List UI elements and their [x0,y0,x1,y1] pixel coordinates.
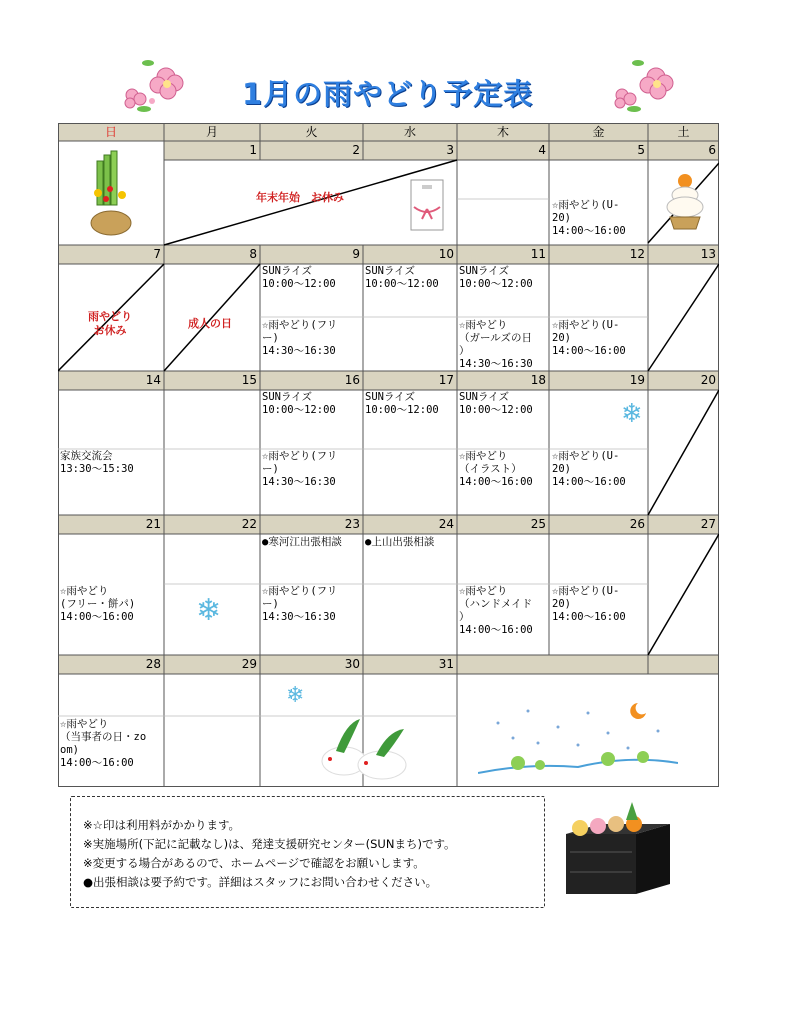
date-number: 6 [708,143,716,157]
weekday-sun: 日 [104,125,117,139]
date-number: 11 [530,247,546,261]
event-d23-amayadori: ☆雨やどり(フリ ー) 14:30～16:30 [262,585,338,623]
date-number: 23 [344,517,360,531]
event-d11-sunrise: SUNライズ 10:00～12:00 [459,265,533,290]
event-d25: ☆雨やどり （ハンドメイド ） 14:00～16:00 [459,585,533,636]
event-d9-sunrise: SUNライズ 10:00～12:00 [262,265,336,290]
snowflake-icon: ❄ [196,593,222,628]
date-number: 27 [700,517,716,531]
event-d9-amayadori: ☆雨やどり(フリ ー) 14:30～16:30 [262,319,338,357]
note-consultation: ●出張相談は要予約です。詳細はスタッフにお問い合わせください。 [83,875,438,889]
event-d12: ☆雨やどり(U- 20) 14:00～16:00 [552,319,626,357]
date-number: 29 [241,657,257,671]
weekday-thu: 木 [496,125,509,139]
date-number: 5 [637,143,645,157]
date-number: 25 [530,517,546,531]
event-d23-consult: ●寒河江出張相談 [262,536,342,548]
envelope-illustration [410,179,444,231]
event-d16-amayadori: ☆雨やどり(フリ ー) 14:30～16:30 [262,450,338,488]
snowy-night-illustration [478,693,678,778]
date-number: 20 [700,373,716,387]
calendar-grid [58,123,719,787]
event-d17-sunrise: SUNライズ 10:00～12:00 [365,391,439,416]
event-d14: 家族交流会 13:30～15:30 [60,450,134,475]
date-number: 4 [538,143,546,157]
date-number: 7 [153,247,161,261]
date-number: 30 [344,657,360,671]
date-number: 3 [446,143,454,157]
event-d18-amayadori: ☆雨やどり （イラスト） 14:00～16:00 [459,450,533,488]
kadomatsu-illustration [86,149,136,237]
date-number: 17 [438,373,454,387]
weekday-fri: 金 [592,125,605,139]
event-d19: ☆雨やどり(U- 20) 14:00～16:00 [552,450,626,488]
date-number: 28 [145,657,161,671]
date-number: 26 [629,517,645,531]
date-number: 16 [344,373,360,387]
date-number: 19 [629,373,645,387]
weekday-sat: 土 [677,125,690,139]
weekday-wed: 水 [403,125,416,139]
notes-box [70,796,545,908]
page-title: 1月の雨やどり予定表 [242,77,534,111]
date-number: 21 [145,517,161,531]
date-number: 18 [530,373,546,387]
date-number: 24 [438,517,454,531]
coming-of-age-day-label: 成人の日 [188,317,232,330]
event-d10-sunrise: SUNライズ 10:00～12:00 [365,265,439,290]
newyear-holiday-label: 年末年始 お休み [256,191,344,204]
event-d28: ☆雨やどり （当事者の日・zo om) 14:00～16:00 [60,718,147,769]
event-d26: ☆雨やどり(U- 20) 14:00～16:00 [552,585,626,623]
event-d18-sunrise: SUNライズ 10:00～12:00 [459,391,533,416]
event-d24-consult: ●上山出張相談 [365,536,435,548]
date-number: 1 [249,143,257,157]
sunday-closed-label: 雨やどり お休み [88,310,132,337]
event-d11-amayadori: ☆雨やどり （ガールズの日 ） 14:30～16:30 [459,319,533,370]
osechi-box-illustration [560,800,676,900]
event-d5: ☆雨やどり(U- 20) 14:00～16:00 [552,199,626,237]
date-number: 9 [352,247,360,261]
date-number: 31 [438,657,454,671]
note-location: ※実施場所(下記に記載なし)は、発達支援研究センター(SUNまち)です。 [83,837,456,851]
date-number: 2 [352,143,360,157]
date-number: 12 [629,247,645,261]
plum-blossom-decoration-right [608,55,680,115]
date-number: 15 [241,373,257,387]
snowflake-icon: ❄ [286,683,305,708]
note-fee: ※☆印は利用料がかかります。 [83,818,241,832]
weekday-mon: 月 [205,125,218,139]
date-number: 10 [438,247,454,261]
date-number: 8 [249,247,257,261]
date-number: 14 [145,373,161,387]
date-number: 13 [700,247,716,261]
date-number: 22 [241,517,257,531]
event-d21: ☆雨やどり (フリー・餅パ) 14:00～16:00 [60,585,136,623]
note-changes: ※変更する場合があるので、ホームページで確認をお願いします。 [83,856,425,870]
snowflake-icon: ❄ [621,399,643,429]
snow-rabbit-illustration [316,713,412,783]
kagami-mochi-illustration [662,171,708,233]
plum-blossom-decoration-left [118,55,190,115]
event-d16-sunrise: SUNライズ 10:00～12:00 [262,391,336,416]
weekday-tue: 火 [305,125,318,139]
